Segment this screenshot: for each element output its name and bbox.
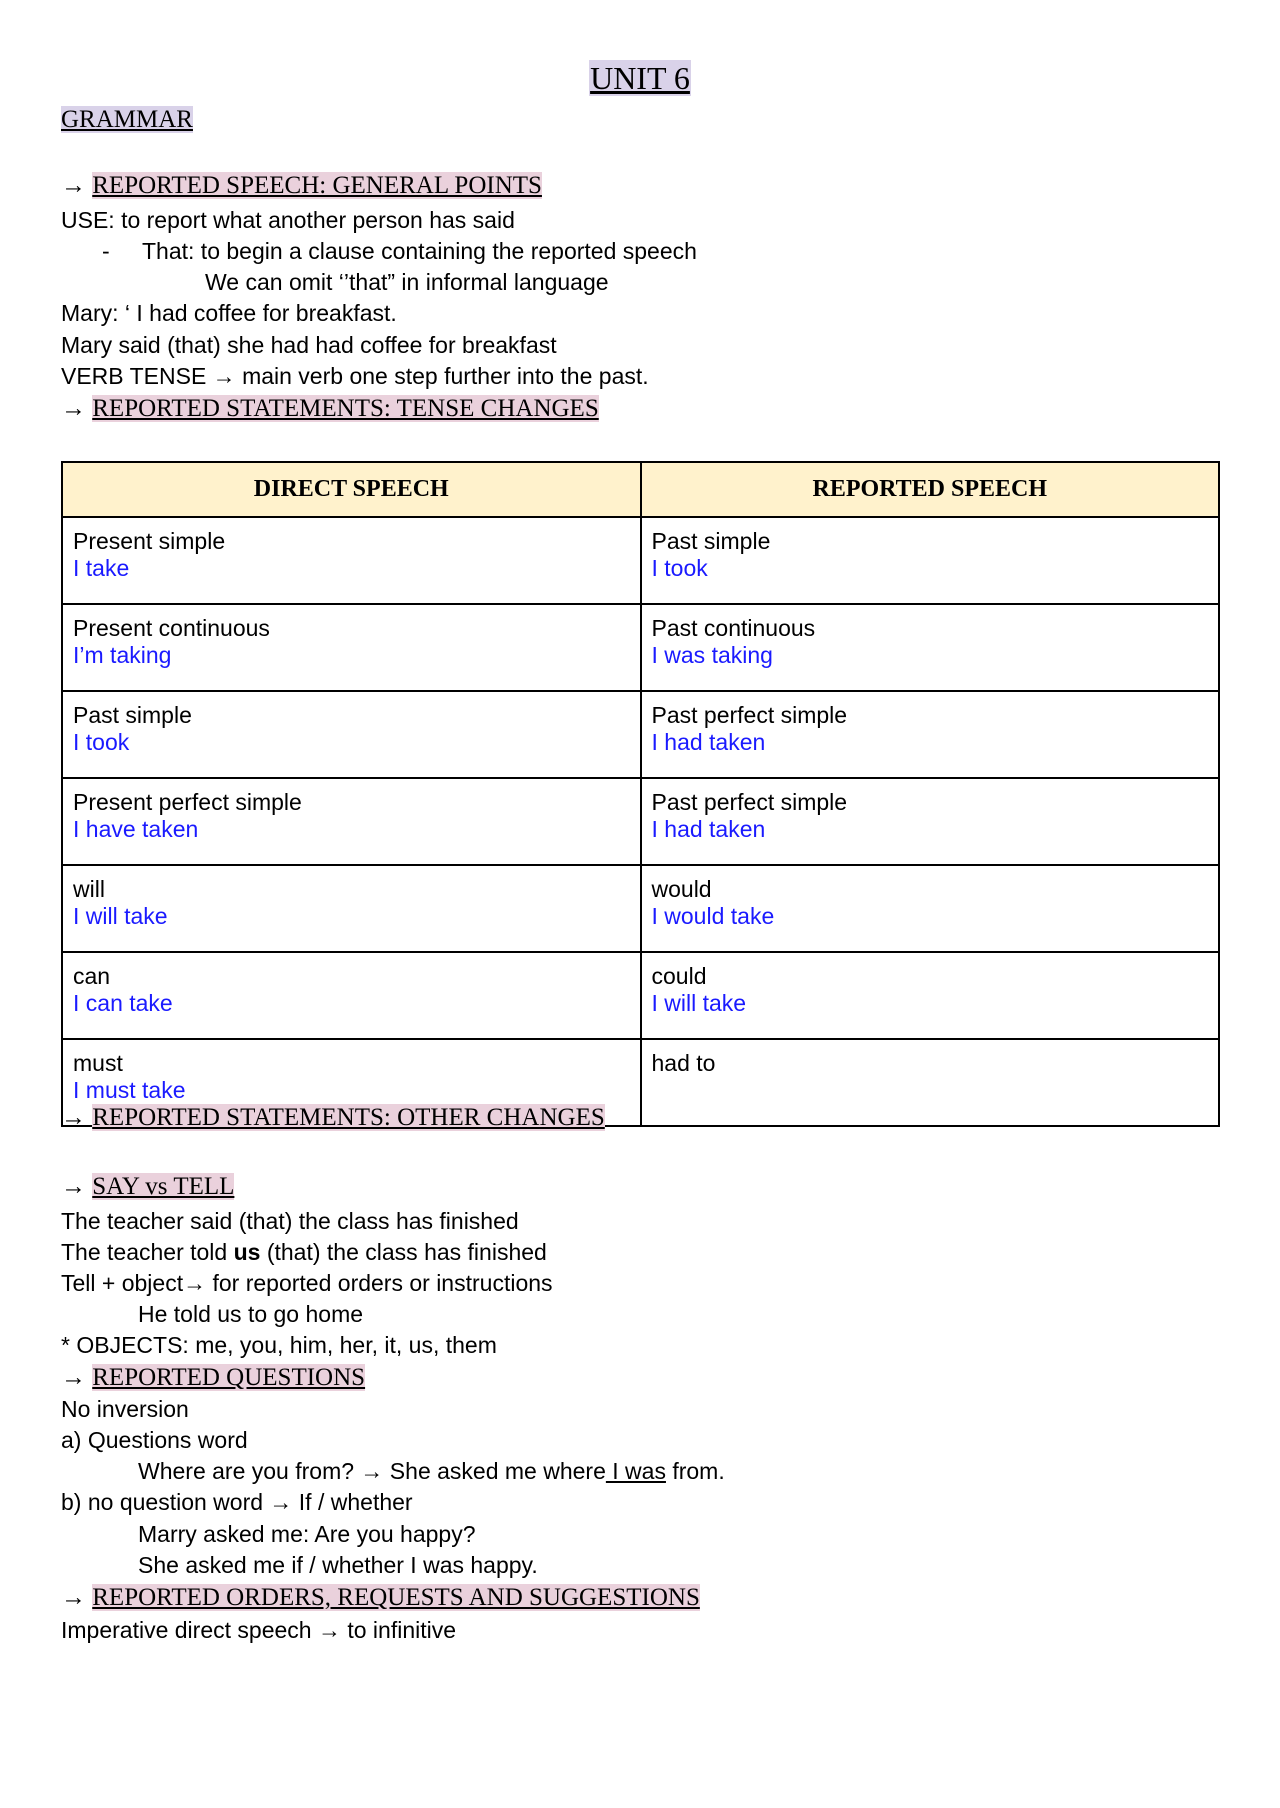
reported-cell: would I would take — [641, 865, 1220, 952]
no-inversion-line: No inversion — [61, 1396, 189, 1422]
reported-cell: could I will take — [641, 952, 1220, 1039]
question-word-example: Where are you from? → She asked me where I was from. — [138, 1458, 725, 1484]
page-title: UNIT 6 — [590, 60, 690, 96]
direct-cell: Present simple I take — [62, 517, 641, 604]
table-row — [62, 604, 1219, 691]
direct-cell: must I must take — [62, 1039, 641, 1126]
tell-object-rule: Tell + object→ for reported orders or instructions — [61, 1270, 553, 1296]
direct-cell: Past simple I took — [62, 691, 641, 778]
reported-cell: had to — [641, 1039, 1220, 1126]
column-header: REPORTED SPEECH — [641, 462, 1220, 517]
reported-questions-heading: → REPORTED QUESTIONS — [61, 1364, 366, 1391]
no-question-example-2: She asked me if / whether I was happy. — [138, 1552, 538, 1578]
table-row — [62, 865, 1219, 952]
example-direct: Mary: ‘ I had coffee for breakfast. — [61, 300, 397, 326]
reported-cell: Past simple I took — [641, 517, 1220, 604]
table-row — [62, 517, 1219, 604]
no-question-example-1: Marry asked me: Are you happy? — [138, 1521, 476, 1547]
reported-cell: Past perfect simple I had taken — [641, 691, 1220, 778]
tense-changes-heading: → REPORTED STATEMENTS: TENSE CHANGES — [61, 395, 599, 422]
direct-cell: Present continuous I’m taking — [62, 604, 641, 691]
no-question-word-line: b) no question word → If / whether — [61, 1489, 413, 1515]
reported-cell: Past perfect simple I had taken — [641, 778, 1220, 865]
said-example: The teacher said (that) the class has finished — [61, 1208, 519, 1234]
table-row — [62, 778, 1219, 865]
column-header: DIRECT SPEECH — [62, 462, 641, 517]
imperative-line: Imperative direct speech → to infinitive — [61, 1617, 457, 1643]
say-tell-heading: → SAY vs TELL — [61, 1173, 235, 1200]
question-word-line: a) Questions word — [61, 1427, 248, 1453]
told-example: The teacher told us (that) the class has finished — [61, 1239, 547, 1265]
direct-cell: Present perfect simple I have taken — [62, 778, 641, 865]
direct-cell: can I can take — [62, 952, 641, 1039]
general-points-heading: → REPORTED SPEECH: GENERAL POINTS — [61, 172, 542, 199]
section-heading: GRAMMAR — [61, 106, 193, 133]
tense-changes-table — [61, 461, 1220, 1127]
direct-cell: will I will take — [62, 865, 641, 952]
table-row — [62, 691, 1219, 778]
example-reported: Mary said (that) she had had coffee for breakfast — [61, 332, 557, 358]
table-header-row — [62, 462, 1219, 517]
that-line: - That: to begin a clause containing the reported speech — [102, 238, 697, 264]
tell-example: He told us to go home — [138, 1301, 364, 1327]
other-changes-heading: → REPORTED STATEMENTS: OTHER CHANGES — [61, 1104, 605, 1131]
table-row — [62, 952, 1219, 1039]
reported-cell: Past continuous I was taking — [641, 604, 1220, 691]
omit-line: We can omit ‘’that” in informal language — [205, 269, 609, 295]
use-line: USE: to report what another person has said — [61, 207, 515, 233]
reported-orders-heading: → REPORTED ORDERS, REQUESTS AND SUGGESTIONS — [61, 1584, 700, 1611]
verb-tense-line: VERB TENSE → main verb one step further into the past. — [61, 363, 649, 389]
objects-line: * OBJECTS: me, you, him, her, it, us, them — [61, 1332, 497, 1358]
